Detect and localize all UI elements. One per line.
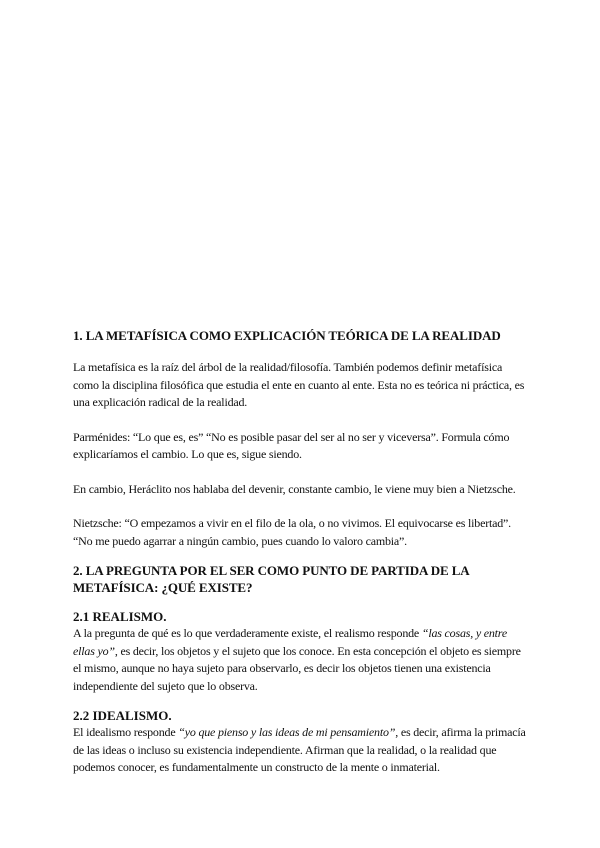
idealismo-text-b: , es decir, afirma la primacía de las ideas o incluso su existencia independiente. Afirman que la realidad, o la realidad que podemos conocer, es fundamentalmente un constructo de la mente o inmaterial. [73,725,526,774]
section-1-heading: 1. LA METAFÍSICA COMO EXPLICACIÓN TEÓRICA DE LA REALIDAD [73,328,501,343]
paragraph-heraclito: En cambio, Heráclito nos hablaba del devenir, constante cambio, le viene muy bien a Nietzsche. [73,481,516,496]
realismo-text-a: A la pregunta de qué es lo que verdaderamente existe, el realismo responde [73,626,422,640]
section-2-1-heading: 2.1 REALISMO. [73,609,167,624]
realismo-text-b: , es decir, los objetos y el sujeto que los conoce. En esta concepción el objeto es siempre el mismo, aunque no haya sujeto para observarlo, es decir los objetos tienen una existencia independiente del sujeto que lo observa. [73,643,521,693]
section-2-heading: 2. LA PREGUNTA POR EL SER COMO PUNTO DE PARTIDA DE LA METAFÍSICA: ¿QUÉ EXISTE? [73,563,469,595]
paragraph-metafisica: La metafísica es la raíz del árbol de la realidad/filosofía. También podemos definir metafísica como la disciplina filosófica que estudia el ente en cuanto al ente. Esta no es teórica ni práctica, es una explicación radical de la realidad. [73,360,525,409]
paragraph-parmenides: Parménides: “Lo que es, es” “No es posible pasar del ser al no ser y viceversa”. Formula cómo explicaríamos el cambio. Lo que es, sigue siendo. [73,429,510,461]
idealismo-quote: “yo que pienso y las ideas de mi pensamiento” [178,725,396,739]
paragraph-realismo [73,625,528,695]
paragraph-idealismo [73,724,528,777]
paragraph-nietzsche: Nietzsche: “O empezamos a vivir en el filo de la ola, o no vivimos. El equivocarse es libertad”. “No me puedo agarrar a ningún cambio, pues cuando lo valoro cambia”. [73,516,511,548]
realismo-quote: “las cosas, y entre ellas yo” [73,626,507,658]
document-content [73,327,528,777]
section-2-2-heading: 2.2 IDEALISMO. [73,708,172,723]
idealismo-text-a: El idealismo responde [73,725,179,739]
